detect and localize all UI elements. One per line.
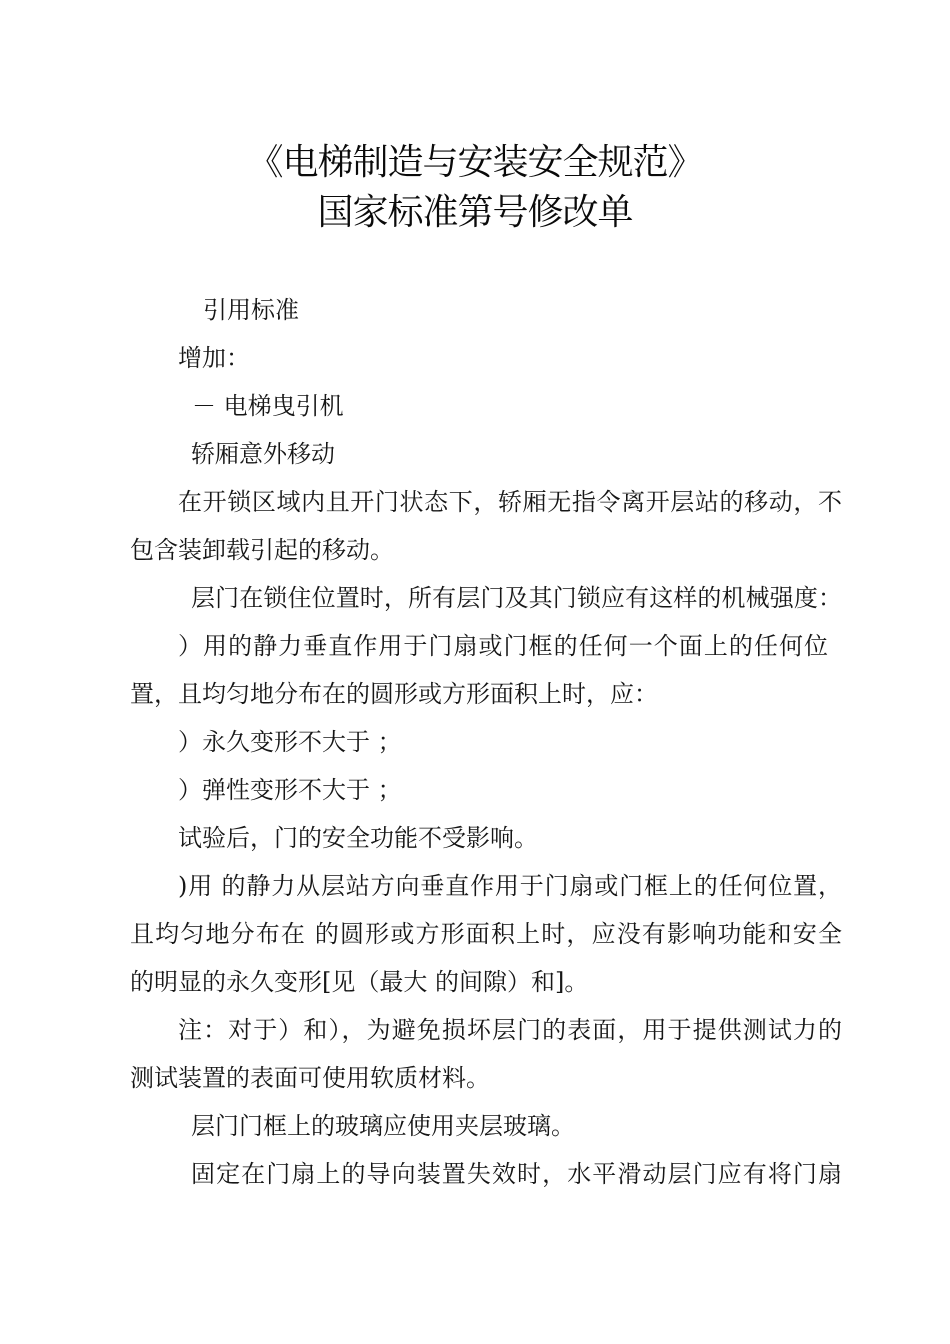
text-line: 增加： <box>178 344 250 372</box>
text-line: 且均匀地分布在 的圆形或方形面积上时，应没有影响功能和安全 <box>130 920 842 948</box>
text-line: 试验后，门的安全功能不受影响。 <box>178 824 538 852</box>
document-title-line-2: 国家标准第号修改单 <box>317 192 633 233</box>
text-line: ）用的静力垂直作用于门扇或门框的任何一个面上的任何位 <box>178 632 828 660</box>
section-heading: 轿厢意外移动 <box>191 440 335 468</box>
text-line: 层门在锁住位置时，所有层门及其门锁应有这样的机械强度： <box>191 584 842 612</box>
text-line: ）弹性变形不大于 ； <box>178 776 402 804</box>
text-line: ）永久变形不大于 ； <box>178 728 402 756</box>
text-line: )用 的静力从层站方向垂直作用于门扇或门框上的任何位置， <box>178 872 842 900</box>
text-line: 在开锁区域内且开门状态下，轿厢无指令离开层站的移动，不 <box>178 488 842 516</box>
text-line: 固定在门扇上的导向装置失效时，水平滑动层门应有将门扇 <box>191 1160 842 1188</box>
text-line: － 电梯曳引机 <box>192 392 344 420</box>
text-line: 置，且均匀地分布在的圆形或方形面积上时，应： <box>130 680 658 708</box>
note-line: 注：对于）和），为避免损坏层门的表面，用于提供测试力的 <box>178 1016 842 1044</box>
text-line: 的明显的永久变形[见（最大 的间隙）和]。 <box>130 968 589 996</box>
note-line: 测试装置的表面可使用软质材料。 <box>130 1064 490 1092</box>
section-heading: 引用标准 <box>203 296 299 324</box>
document-title-line-1: 《电梯制造与安装安全规范》 <box>247 142 703 183</box>
text-line: 包含装卸载引起的移动。 <box>130 536 394 564</box>
text-line: 层门门框上的玻璃应使用夹层玻璃。 <box>191 1112 575 1140</box>
